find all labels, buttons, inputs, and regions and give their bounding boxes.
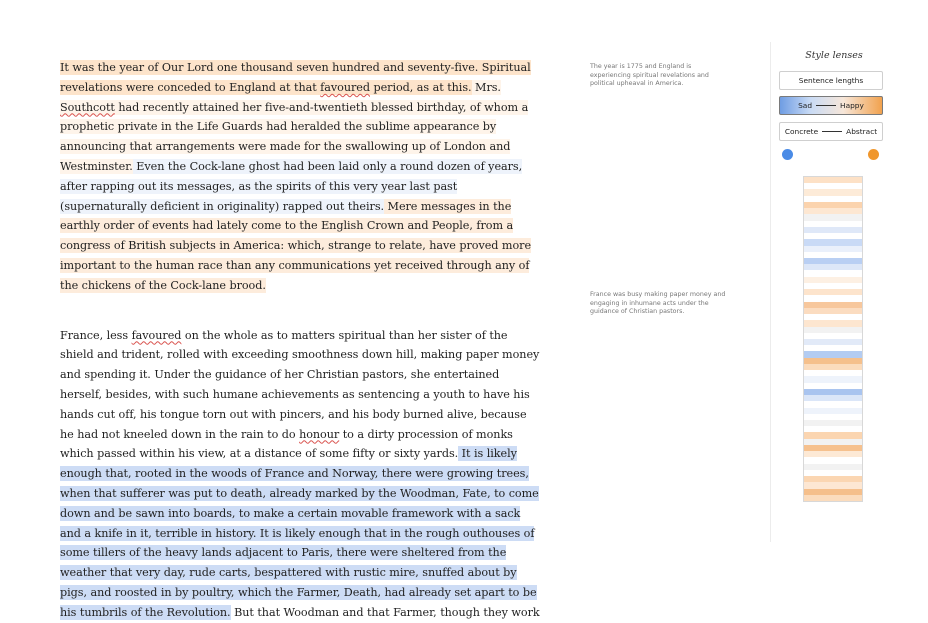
text-segment: Under the guidance of her Christian pastors, she entertained herself, besides, with such humane achievements as sentencing a youth to have his hands cut off, his tongue torn out with pincers, and his body burned alive, because he had not kneeled down in the rain to do [60,368,530,441]
text-segment: It is likely enough that in the rough outhouses of some tillers of the heavy lands adjacent to Paris, there were sheltered from the weather that very day, rude carts, bespattered with rustic mire, snuffed about by pigs, and roosted in by poultry, which the Farmer, Death, had already set apart to be his tumbrils of the Revolution. [60,526,537,619]
flagged-word: Southcott [60,100,115,114]
minimap-stripe [804,495,862,502]
sentence-lengths-button[interactable] [779,71,883,90]
text-segment: Even the Cock-lane ghost had been laid only a round dozen of years, after rapping out its messages, as the spirits of this very year last past (supernaturally deficient in originality) rapped out theirs. [60,159,523,213]
panel-title: Style lenses [805,50,863,61]
happy-color-dot [868,149,879,160]
margin-note-1: The year is 1775 and England is experiencing spiritual revelations and political upheaval in America. [590,63,709,88]
sentence-lengths-label: Sentence lengths [798,76,864,85]
text-segment: France, less [60,328,132,342]
document-minimap[interactable] [803,176,863,502]
text-segment: It was the year of Our Lord one thousand seven hundred and seventy-five. Spiritual revelations were conceded to England at that [60,61,531,94]
happy-label: Happy [840,101,864,110]
paragraph-1 [60,58,540,296]
text-segment: Mere messages in the earthly order of events had lately come to the English Crown and People, from a congress of British subjects in America: which, strange to relate, have proved more important to the human race than any communications yet received through any of the chickens of the Cock-lane brood. [60,199,532,292]
flagged-word: honour [299,427,340,441]
text-segment: on the whole as to matters spiritual than her sister of the shield and trident, rolled with exceeding smoothness down hill, making paper money and spending it. [60,328,540,382]
concrete-label: Concrete [784,127,819,136]
text-segment: period, as at this. [369,80,472,94]
flagged-word: favoured [320,80,370,94]
text-segment: But that Woodman and that Farmer, though they work [230,605,540,619]
text-segment: had recently attained her five-and-twentieth blessed birthday, of whom a prophetic private in the Life Guards had heralded the sublime appearance by announcing that arrangements were made for the swallowing up of London and Westminster. [60,100,529,173]
range-dash [816,105,836,106]
text-segment: to a dirty procession of monks which passed within his view, at a distance of some fifty or sixty yards. [60,427,513,461]
concrete-abstract-lens-button[interactable] [779,122,883,141]
margin-note-2: France was busy making paper money and engaging in inhumane acts under the guidance of Christian pastors. [590,291,726,316]
abstract-label: Abstract [846,127,878,136]
passage-text [60,58,540,623]
text-segment: Mrs. [471,80,501,94]
style-lenses-panel [770,42,897,542]
sad-happy-lens-button[interactable] [779,96,883,115]
sad-label: Sad [798,101,813,110]
text-segment: It is likely enough that, rooted in the woods of France and Norway, there were growing trees, when that sufferer was put to death, already marked by the Woodman, Fate, to come down and be sawn into boards, to make a certain movable framework with a sack and a knife in it, terrible in history. [60,447,539,540]
range-dash [822,131,842,132]
sad-color-dot [782,149,793,160]
paragraph-2 [60,326,540,623]
flagged-word: favoured [131,328,182,342]
